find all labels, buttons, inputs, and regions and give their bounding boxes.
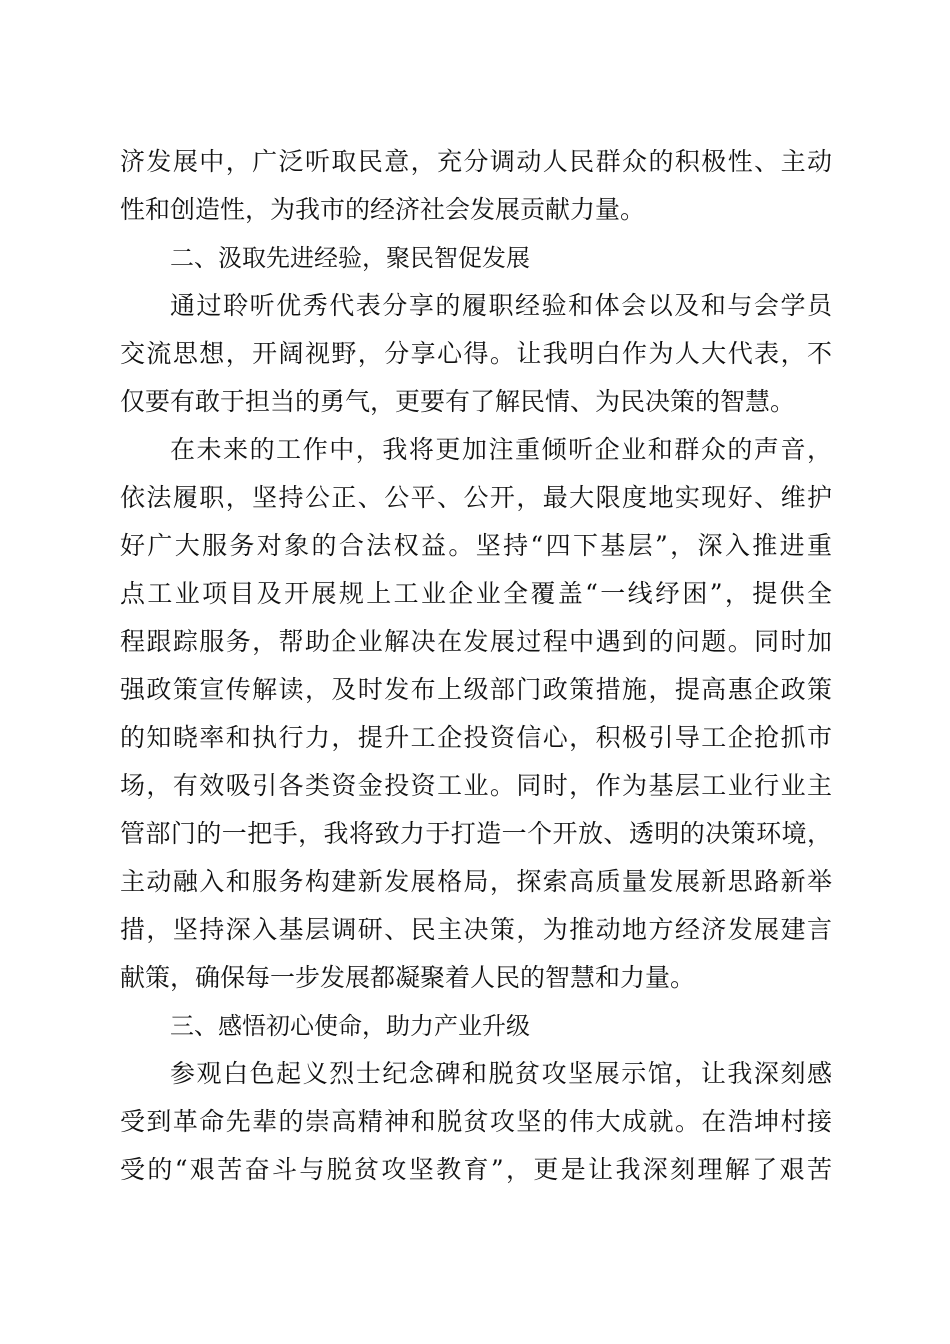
body-line: 程跟踪服务，帮助企业解决在发展过程中遇到的问题。同时加: [120, 627, 832, 656]
section-heading-3: 三、感悟初心使命，助力产业升级: [170, 1012, 530, 1040]
body-line: 点工业项目及开展规上工业企业全覆盖“一线纾困”，提供全: [120, 579, 832, 608]
body-line: 好广大服务对象的合法权益。坚持“四下基层”，深入推进重: [120, 531, 832, 560]
body-line: 主动融入和服务构建新发展格局，探索高质量发展新思路新举: [120, 867, 832, 896]
body-line: 强政策宣传解读，及时发布上级部门政策措施，提高惠企政策: [120, 675, 832, 704]
body-line: 参观白色起义烈士纪念碑和脱贫攻坚展示馆，让我深刻感: [170, 1059, 832, 1088]
body-line: 的知晓率和执行力，提升工企投资信心，积极引导工企抢抓市: [120, 723, 832, 752]
section-heading-2: 二、汲取先进经验，聚民智促发展: [170, 244, 530, 272]
body-line: 仅要有敢于担当的勇气，更要有了解民情、为民决策的智慧。: [120, 387, 796, 416]
document-page: [120, 138, 832, 1194]
body-line: 济发展中，广泛听取民意，充分调动人民群众的积极性、主动: [120, 147, 832, 176]
body-line: 措，坚持深入基层调研、民主决策，为推动地方经济发展建言: [120, 915, 832, 944]
body-line: 依法履职，坚持公正、公平、公开，最大限度地实现好、维护: [120, 483, 832, 512]
body-line: 献策，确保每一步发展都凝聚着人民的智慧和力量。: [120, 963, 696, 992]
body-line: 通过聆听优秀代表分享的履职经验和体会以及和与会学员: [170, 291, 832, 320]
body-line: 性和创造性，为我市的经济社会发展贡献力量。: [120, 195, 646, 224]
body-line: 场，有效吸引各类资金投资工业。同时，作为基层工业行业主: [120, 771, 832, 800]
body-line: 管部门的一把手，我将致力于打造一个开放、透明的决策环境，: [120, 819, 832, 848]
body-line: 受的“艰苦奋斗与脱贫攻坚教育”，更是让我深刻理解了艰苦: [120, 1155, 832, 1184]
body-line: 受到革命先辈的崇高精神和脱贫攻坚的伟大成就。在浩坤村接: [120, 1107, 832, 1136]
body-line: 在未来的工作中，我将更加注重倾听企业和群众的声音，: [170, 435, 832, 464]
body-line: 交流思想，开阔视野，分享心得。让我明白作为人大代表，不: [120, 339, 832, 368]
